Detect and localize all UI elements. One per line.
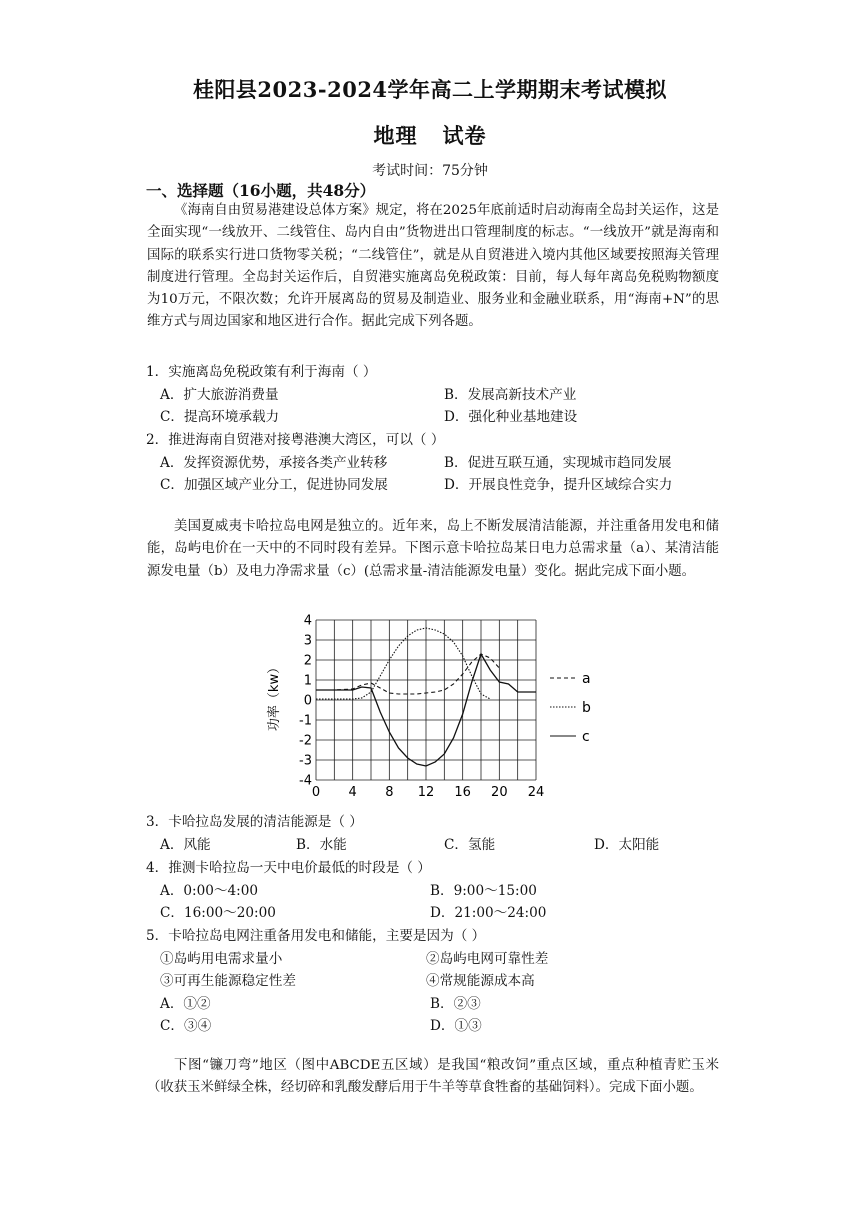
page-title: 桂阳县2023-2024学年高二上学期期末考试模拟 — [192, 77, 668, 102]
question-5-option-d: D．①③ — [430, 1018, 482, 1034]
x-tick-label: 8 — [385, 785, 394, 798]
section-heading: 一、选择题（16小题，共48分） — [146, 181, 376, 200]
question-5-option-b: B．②③ — [430, 996, 481, 1012]
question-2-option-a: A．发挥资源优势，承接各类产业转移 — [160, 455, 388, 471]
question-1-stem: 1．实施离岛免税政策有利于海南（ ） — [146, 364, 377, 380]
question-2-option-c: C．加强区域产业分工，促进协同发展 — [160, 477, 388, 493]
power-line-chart — [258, 608, 618, 798]
x-tick-label: 4 — [348, 785, 357, 798]
question-5-stem: 5．卡哈拉岛电网注重备用发电和储能，主要是因为（ ） — [146, 928, 486, 944]
question-5-item-3: ③可再生能源稳定性差 — [160, 973, 296, 989]
y-tick-label: 1 — [303, 673, 312, 689]
y-tick-label: -2 — [299, 733, 312, 749]
question-3-option-b: B．水能 — [296, 837, 347, 853]
question-3-option-c: C．氢能 — [444, 837, 496, 853]
passage-sickle-bend: 下图“镰刀弯”地区（图中ABCDE五区域）是我国“粮改饲”重点区域，重点种植青贮玉米（收获玉米鲜绿全株，经切碎和乳酸发酵后用于牛羊等草食牲畜的基础饲料）。完成下面小题。 — [147, 1058, 719, 1096]
exam-time: 考试时间：75分钟 — [372, 163, 488, 179]
question-1-option-a: A．扩大旅游消费量 — [160, 387, 279, 403]
y-tick-label: 3 — [303, 633, 312, 649]
question-4-option-d: D．21:00～24:00 — [430, 905, 547, 921]
question-5-item-1: ①岛屿用电需求量小 — [160, 951, 283, 967]
question-4-option-c: C．16:00～20:00 — [160, 905, 276, 921]
question-3-option-d: D．太阳能 — [594, 837, 660, 853]
y-tick-label: 2 — [303, 653, 312, 669]
y-tick-label: 4 — [303, 613, 312, 629]
question-4-option-a: A．0:00～4:00 — [160, 883, 259, 899]
page-subtitle: 地理 试卷 — [373, 123, 487, 148]
question-1-option-c: C．提高环境承载力 — [160, 409, 280, 425]
chart-legend — [550, 671, 591, 745]
question-5-option-a: A．①② — [160, 996, 211, 1012]
y-tick-label: -1 — [299, 713, 312, 729]
y-tick-label: -3 — [299, 753, 312, 769]
passage-hainan: 《海南自由贸易港建设总体方案》规定，将在2025年底前适时启动海南全岛封关运作，这是全面实现“一线放开、二线管住、岛内自由”货物进出口管理制度的标志。“一线放开”就是海南和国际的联系实行进口货物零关税；“二线管住”，就是从自贸港进入境内其他区域要按照海关管理制度进行管理。全岛封关运作后，自贸港实施离岛免税政策：目前，每人每年离岛免税购物额度为10万元，不限次数；允许开展离岛的贸易及制造业、服务业和金融业联系，用“海南+N”的思维方式与周边国家和地区进行合作。据此完成下列各题。 — [147, 203, 719, 330]
x-tick-label: 20 — [491, 785, 508, 798]
legend-label-c: c — [582, 729, 590, 745]
y-tick-label: -4 — [299, 773, 312, 789]
question-2-option-b: B．促进互联互通，实现城市趋同发展 — [444, 455, 672, 471]
question-1-option-b: B．发展高新技术产业 — [444, 387, 577, 403]
y-axis-label: 功率（kw） — [267, 660, 282, 732]
question-4-option-b: B．9:00～15:00 — [430, 883, 537, 899]
question-4-stem: 4．推测卡哈拉岛一天中电价最低的时段是（ ） — [146, 860, 431, 876]
question-5-option-c: C．③④ — [160, 1018, 212, 1034]
question-5-item-2: ②岛屿电网可靠性差 — [426, 951, 549, 967]
legend-label-a: a — [582, 671, 591, 687]
chart-tick-labels — [299, 614, 544, 799]
passage-kahala: 美国夏威夷卡哈拉岛电网是独立的。近年来，岛上不断发展清洁能源，并注重备用发电和储能，岛屿电价在一天中的不同时段有差异。下图示意卡哈拉岛某日电力总需求量（a）、某清洁能源发电量（b）及电力净需求量（c）(总需求量-清洁能源发电量）变化。据此完成下面小题。 — [147, 519, 719, 579]
series-line-b — [316, 628, 490, 699]
question-2-option-d: D．开展良性竞争，提升区域综合实力 — [444, 477, 673, 493]
question-1-option-d: D．强化种业基地建设 — [444, 409, 578, 425]
x-tick-label: 24 — [527, 785, 545, 798]
question-5-item-4: ④常规能源成本高 — [426, 973, 535, 989]
question-2-stem: 2．推进海南自贸港对接粤港澳大湾区，可以（ ） — [146, 432, 445, 448]
x-tick-label: 16 — [454, 785, 471, 798]
question-3-option-a: A．风能 — [160, 837, 211, 853]
question-3-stem: 3．卡哈拉岛发展的清洁能源是（ ） — [146, 814, 363, 830]
x-tick-label: 12 — [417, 785, 435, 798]
x-tick-label: 0 — [311, 785, 321, 798]
legend-label-b: b — [582, 700, 591, 716]
chart-grid — [316, 620, 536, 780]
y-tick-label: 0 — [303, 693, 312, 709]
